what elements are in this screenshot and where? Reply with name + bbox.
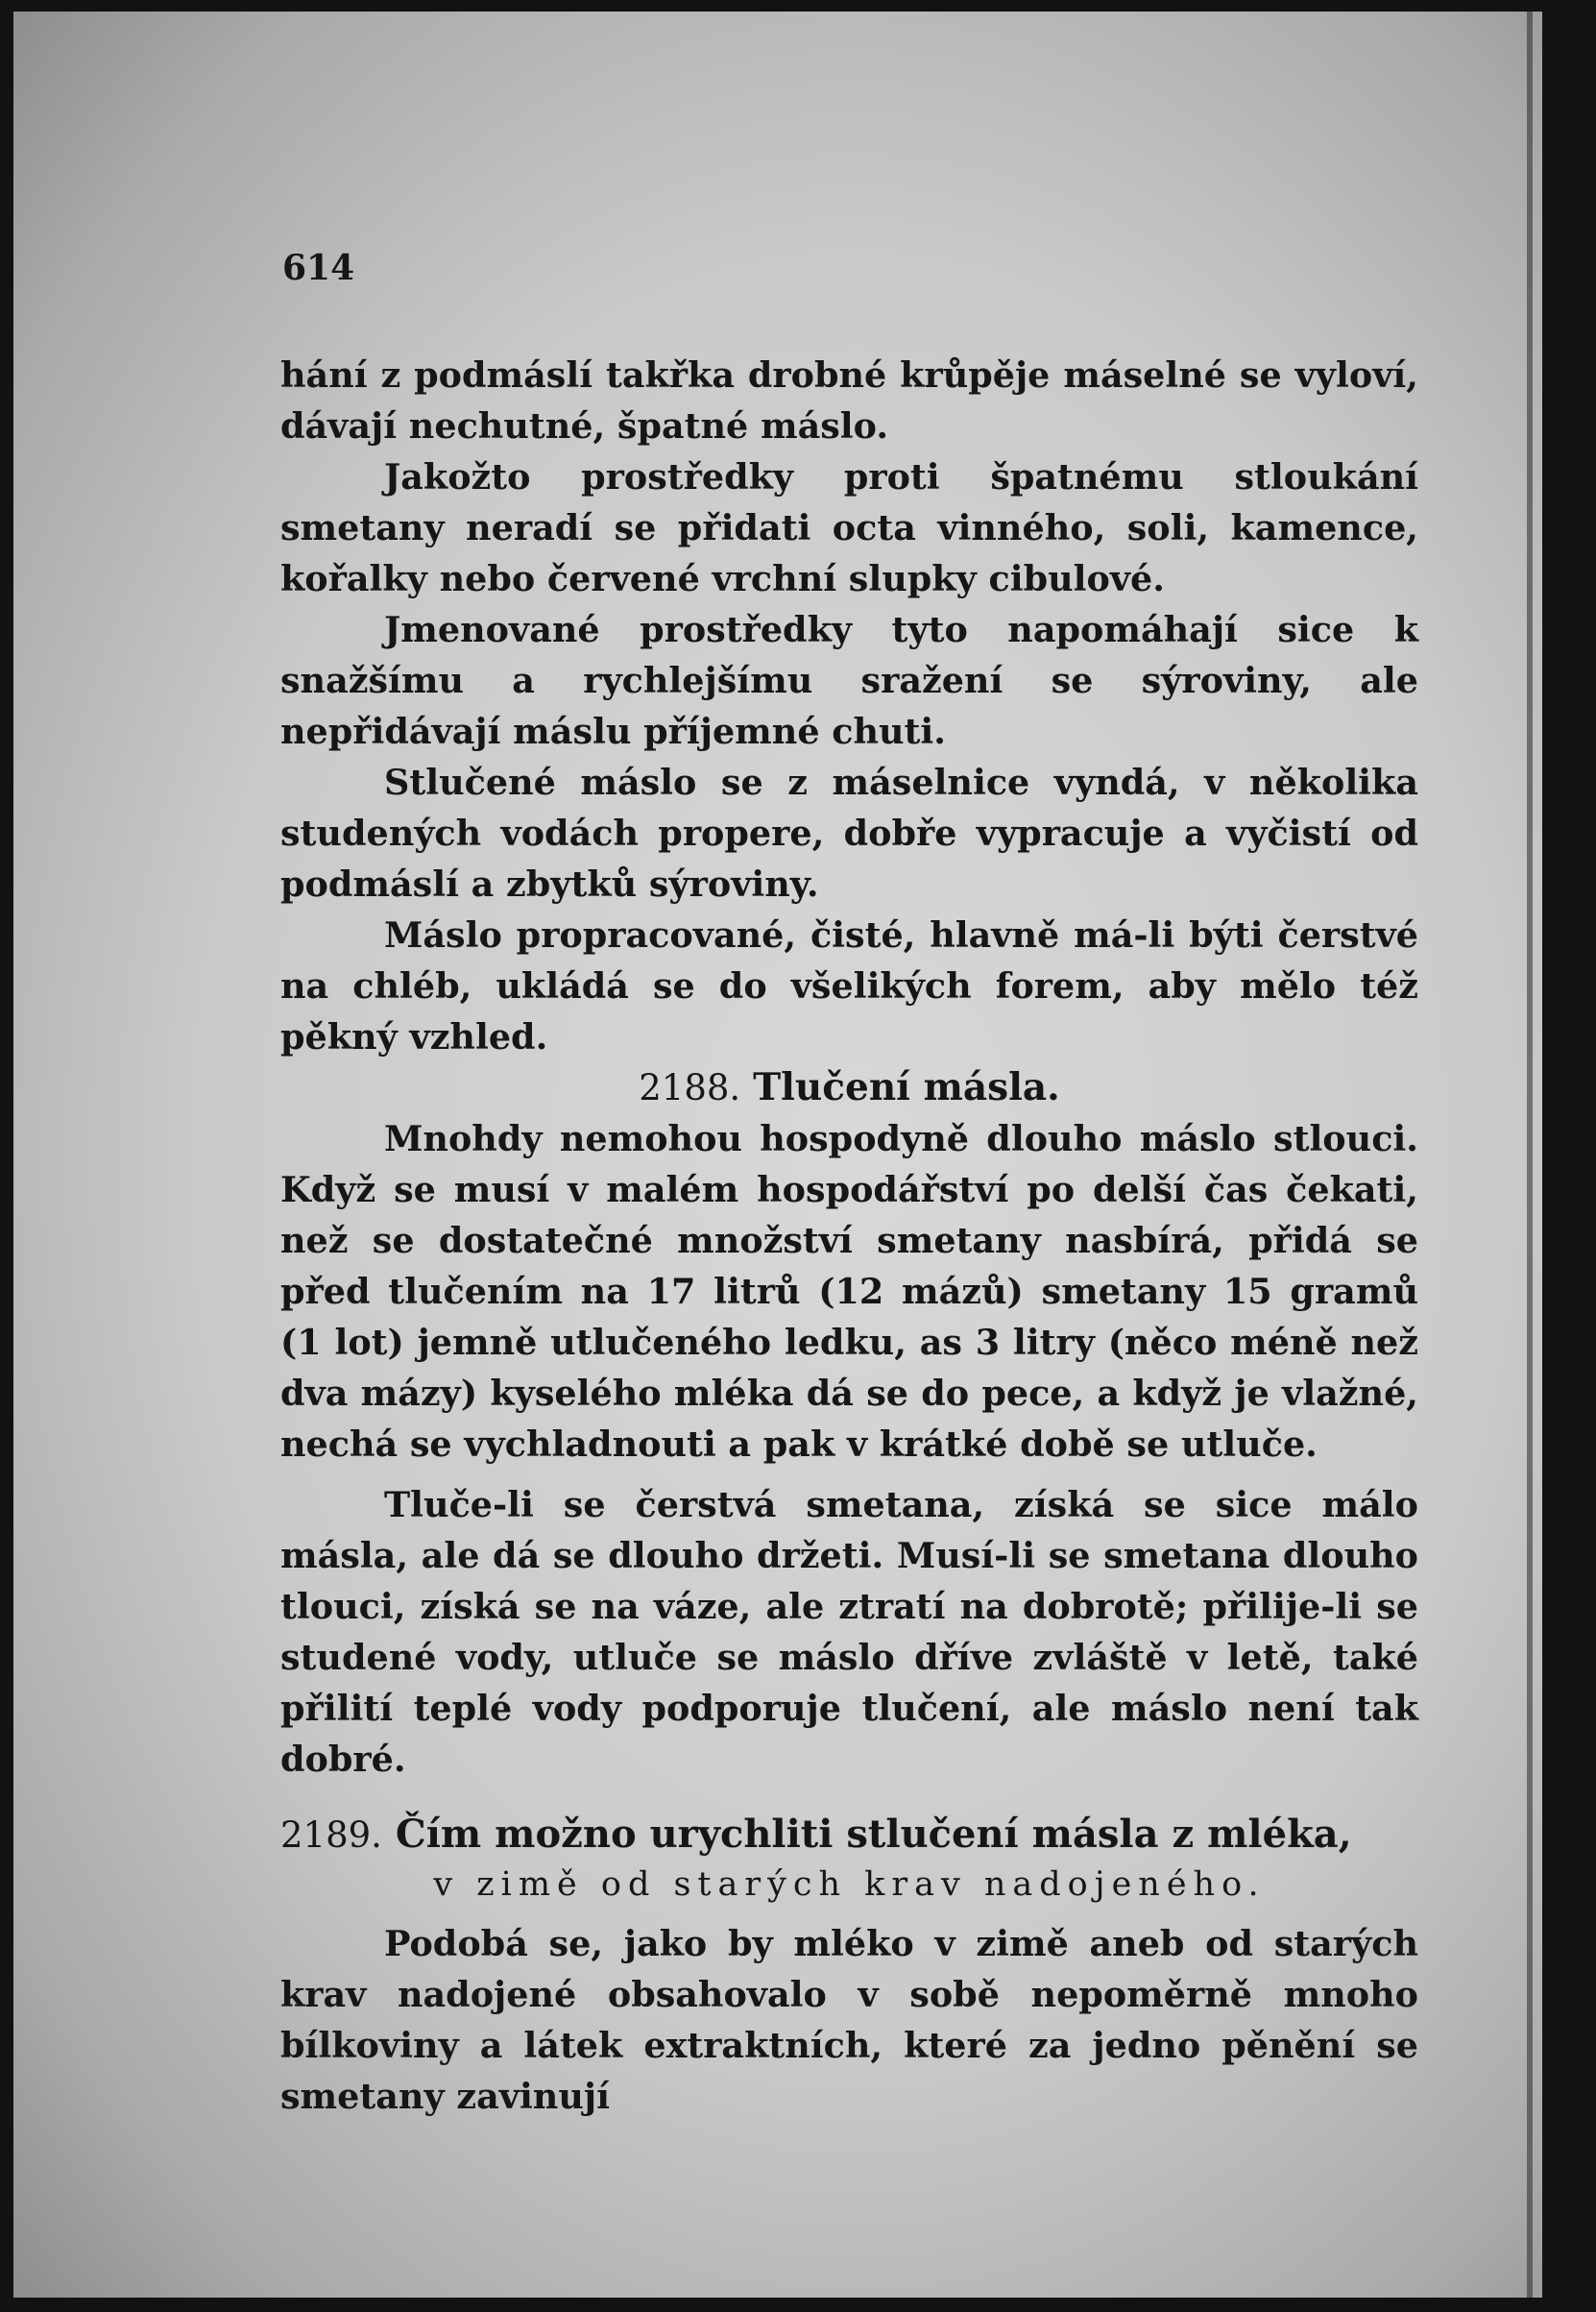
paragraph-fresh-cream: Tluče-li se čerstvá smetana, získá se sice málo másla, ale dá se dlouho držeti. Musí-li se smetana dlouho tlouci, získá se na váze, ale ztratí na dobrotě; přilije-li se studené vody, utluče se máslo dříve zvláště v letě, také přilití teplé vody podporuje tlučení, ale máslo není tak dobré. (280, 1484, 1418, 1780)
page-edge-shadow (1527, 12, 1533, 2298)
section-title: Čím možno urychliti stlučení másla z mléka, (395, 1812, 1352, 1857)
paragraph-churning-difficulty: Mnohdy nemohou hospodyně dlouho máslo stlouci. Když se musí v malém hospodářství po delší čas čekati, než se dostatečné množství smetany nasbírá, přidá se před tlučením na 17 litrů (12 mázů) smetany 15 gramů (1 lot) jemně utlučeného ledku, as 3 litry (něco méně než dva mázy) kyselého mléka dá se do pece, a když je vlažné, nechá se vychladnouti a pak v krátké době se utluče. (280, 1118, 1418, 1465)
paragraph-named-remedies: Jmenované prostředky tyto napomáhají sice k snažšímu a rychlejšímu sražení se sýroviny, ale nepřidávají máslu příjemné chuti. (280, 609, 1418, 752)
section-title: Tlučení másla. (753, 1065, 1060, 1109)
page-body (280, 350, 1418, 2122)
section-number: 2188. (639, 1067, 741, 1108)
paragraph-washing-butter: Stlučené máslo se z máselnice vyndá, v několika studených vodách propere, dobře vypracuje a vyčistí od podmáslí a zbytků sýroviny. (280, 762, 1418, 905)
section-heading-2188 (280, 1062, 1418, 1113)
paragraph-winter-milk: Podobá se, jako by mléko v zimě aneb od starých krav nadojené obsahovalo v sobě nepoměrně mnoho bílkoviny a látek extraktních, které za jedno pěnění se smetany zavinují (280, 1923, 1418, 2117)
paragraph-continuation: hání z podmáslí takřka drobné krůpěje máselné se vyloví, dávají nechutné, špatné máslo. (280, 354, 1418, 447)
page-number: 614 (282, 248, 355, 288)
paragraph-remedies: Jakožto prostředky proti špatnému stloukání smetany neradí se přidati octa vinného, soli, kamence, kořalky nebo červené vrchní slupky cibulové. (280, 456, 1418, 599)
section-number: 2189. (280, 1814, 382, 1856)
section-heading-2189 (280, 1810, 1418, 1861)
paragraph-molds: Máslo propracované, čisté, hlavně má-li býti čerstvé na chléb, ukládá se do všelikých forem, aby mělo též pěkný vzhled. (280, 914, 1418, 1058)
section-subtitle: v zimě od starých krav nadojeného. (433, 1865, 1266, 1904)
